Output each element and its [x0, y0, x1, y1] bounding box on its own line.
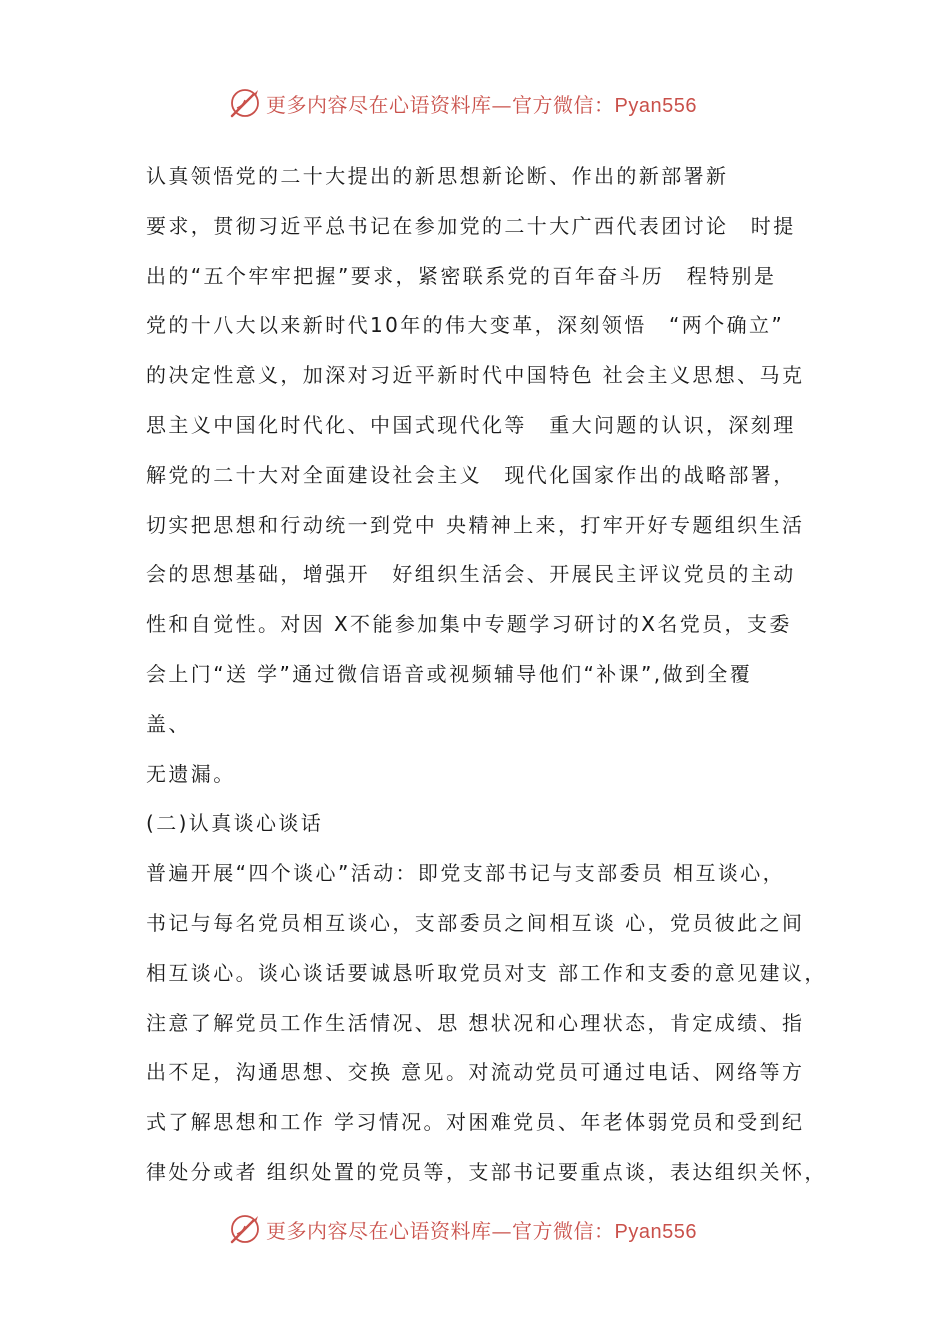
- text-line: 要求，贯彻习近平总书记在参加党的二十大广西代表团讨论 时提: [146, 213, 796, 238]
- text-line: 书记与每名党员相互谈心，支部委员之间相互谈 心，党员彼此之间: [146, 910, 805, 935]
- text-line: 党的十八大以来新时代10年的伟大变革，深刻领悟 “两个确立”: [146, 313, 785, 338]
- watermark-text: 更多内容尽在心语资料库—官方微信：Pyan556: [266, 92, 697, 117]
- text-line: 会上门“送 学”通过微信语音或视频辅导他们“补课”,做到全覆: [146, 661, 753, 686]
- text-line: 的决定性意义，加深对习近平新时代中国特色 社会主义思想、马克: [146, 363, 805, 388]
- text-line: 性和自觉性。对因 X不能参加集中专题学习研讨的X名党员，支委: [146, 612, 792, 637]
- text-line: 盖、: [146, 711, 191, 736]
- text-line: 律处分或者 组织处置的党员等，支部书记要重点谈，表达组织关怀，: [146, 1159, 827, 1184]
- text-line: 式了解思想和工作 学习情况。对困难党员、年老体弱党员和受到纪: [146, 1110, 805, 1135]
- watermark-text: 更多内容尽在心语资料库—官方微信：Pyan556: [266, 1218, 697, 1243]
- text-line: 出的“五个牢牢把握”要求，紧密联系党的百年奋斗历 程特别是: [146, 263, 777, 288]
- text-line: 切实把思想和行动统一到党中 央精神上来，打牢开好专题组织生活: [146, 512, 805, 537]
- footer-watermark: [228, 1212, 697, 1246]
- text-line: 解党的二十大对全面建设社会主义 现代化国家作出的战略部署，: [146, 462, 796, 487]
- text-line: 相互谈心。谈心谈话要诚恳听取党员对支 部工作和支委的意见建议，: [146, 960, 827, 985]
- text-line: 出不足，沟通思想、交换 意见。对流动党员可通过电话、网络等方: [146, 1060, 805, 1085]
- text-line: 注意了解党员工作生活情况、思 想状况和心理状态，肯定成绩、指: [146, 1010, 805, 1035]
- header-watermark: [228, 86, 697, 120]
- section-heading: (二)认真谈心谈话: [146, 811, 324, 836]
- text-line: 认真领悟党的二十大提出的新思想新论断、作出的新部署新: [146, 164, 729, 188]
- text-line: 会的思想基础，增强开 好组织生活会、开展民主评议党员的主动: [146, 562, 796, 587]
- pen-logo-icon: [228, 1212, 262, 1246]
- pen-logo-icon: [228, 86, 262, 120]
- document-body: [146, 152, 826, 1198]
- text-line: 无遗漏。: [146, 761, 236, 786]
- text-line: 普遍开展“四个谈心”活动：即党支部书记与支部委员 相互谈心，: [146, 861, 786, 886]
- text-line: 思主义中国化时代化、中国式现代化等 重大问题的认识，深刻理: [146, 412, 796, 437]
